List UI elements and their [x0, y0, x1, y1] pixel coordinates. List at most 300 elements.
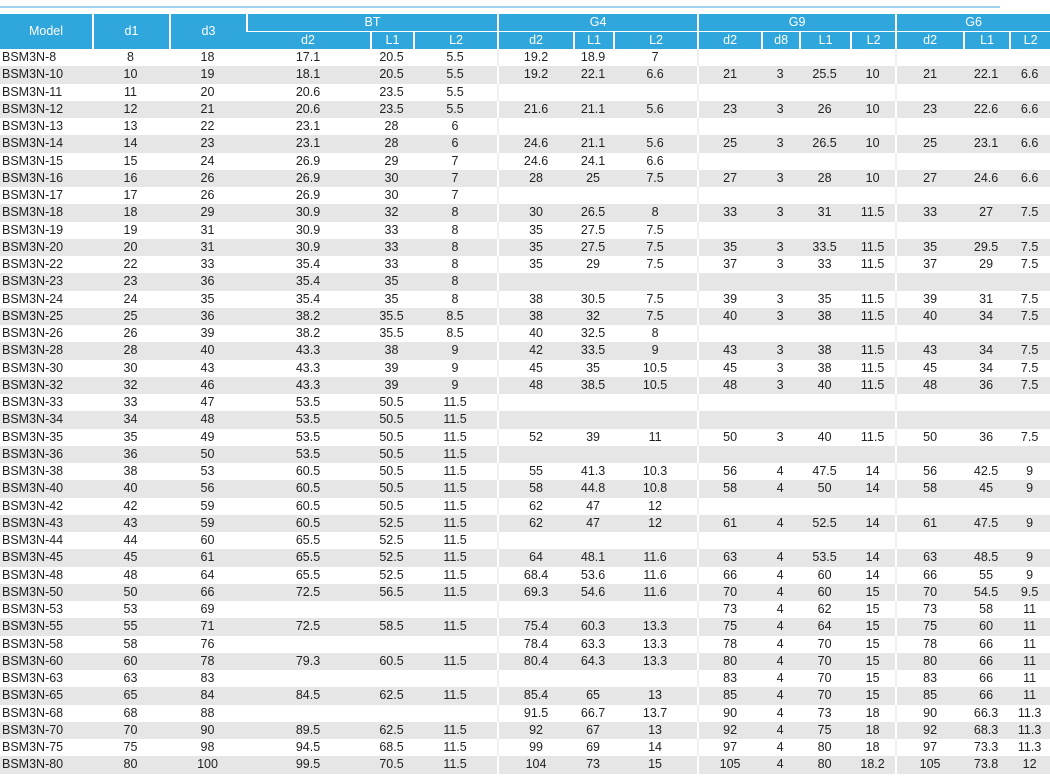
cell-d1: 63 [92, 670, 169, 687]
cell-g9-l1: 38 [799, 308, 850, 325]
cell-g9-d2: 85 [697, 687, 761, 704]
cell-g6-l1: 66 [963, 653, 1009, 670]
cell-g6-l1 [963, 411, 1009, 428]
cell-d3: 64 [169, 567, 246, 584]
cell-g4-l1: 53.6 [573, 567, 613, 584]
cell-g4-l2: 13.7 [613, 705, 697, 722]
cell-bt-l2: 11.5 [413, 480, 497, 497]
cell-g9-d2: 83 [697, 670, 761, 687]
cell-g6-l2: 9 [1009, 515, 1050, 532]
cell-g4-l2: 5.6 [613, 135, 697, 152]
cell-g4-l2: 8 [613, 204, 697, 221]
cell-d3: 71 [169, 618, 246, 635]
cell-g4-d2: 62 [497, 498, 573, 515]
cell-d1: 45 [92, 549, 169, 566]
table-row [0, 446, 1050, 463]
cell-g9-d2: 35 [697, 239, 761, 256]
cell-bt-l2: 5.5 [413, 66, 497, 83]
cell-g4-l1: 24.1 [573, 153, 613, 170]
cell-g4-d2: 64 [497, 549, 573, 566]
table-row [0, 308, 1050, 325]
cell-g6-l2 [1009, 222, 1050, 239]
cell-g9-d2 [697, 84, 761, 101]
cell-g6-l1: 66.3 [963, 705, 1009, 722]
cell-g9-l2: 15 [850, 653, 895, 670]
cell-g9-l1: 25.5 [799, 66, 850, 83]
cell-g4-l2: 11.6 [613, 584, 697, 601]
cell-bt-d2: 20.6 [246, 84, 370, 101]
cell-bt-l2 [413, 636, 497, 653]
cell-g6-d2 [895, 222, 963, 239]
cell-model: BSM3N-32 [0, 377, 92, 394]
table-row [0, 705, 1050, 722]
cell-g9-d8 [761, 446, 799, 463]
cell-g4-d2: 28 [497, 170, 573, 187]
cell-g4-l2: 11.6 [613, 549, 697, 566]
cell-g4-l2: 6.6 [613, 153, 697, 170]
cell-g4-l1: 35 [573, 360, 613, 377]
cell-g4-l2 [613, 187, 697, 204]
cell-g9-d8 [761, 187, 799, 204]
cell-bt-d2 [246, 670, 370, 687]
cell-g9-d2 [697, 411, 761, 428]
cell-g6-l2: 11 [1009, 687, 1050, 704]
cell-model: BSM3N-35 [0, 429, 92, 446]
cell-bt-d2: 35.4 [246, 273, 370, 290]
cell-g9-d8 [761, 394, 799, 411]
cell-g6-d2: 105 [895, 756, 963, 773]
cell-g9-l1 [799, 498, 850, 515]
cell-g9-d2: 33 [697, 204, 761, 221]
cell-model: BSM3N-53 [0, 601, 92, 618]
cell-g6-l1 [963, 84, 1009, 101]
cell-g6-l2: 6.6 [1009, 135, 1050, 152]
cell-g9-d2: 80 [697, 653, 761, 670]
cell-model: BSM3N-12 [0, 101, 92, 118]
cell-bt-d2: 60.5 [246, 498, 370, 515]
cell-g6-d2: 92 [895, 722, 963, 739]
cell-model: BSM3N-23 [0, 273, 92, 290]
cell-d1: 75 [92, 739, 169, 756]
cell-g4-l2: 7.5 [613, 291, 697, 308]
cell-g4-l1: 66.7 [573, 705, 613, 722]
cell-g9-l1 [799, 118, 850, 135]
cell-model: BSM3N-45 [0, 549, 92, 566]
cell-g6-d2: 48 [895, 377, 963, 394]
cell-d3: 88 [169, 705, 246, 722]
cell-bt-l2: 11.5 [413, 549, 497, 566]
cell-bt-l1: 39 [370, 377, 413, 394]
cell-g9-l2: 15 [850, 618, 895, 635]
cell-model: BSM3N-70 [0, 722, 92, 739]
cell-g4-d2: 85.4 [497, 687, 573, 704]
cell-g6-d2: 21 [895, 66, 963, 83]
cell-g9-d8: 3 [761, 101, 799, 118]
cell-g4-l1: 64.3 [573, 653, 613, 670]
cell-bt-l1 [370, 670, 413, 687]
cell-g4-l1 [573, 273, 613, 290]
cell-g9-l2 [850, 222, 895, 239]
cell-d3: 60 [169, 532, 246, 549]
cell-g9-l2: 14 [850, 463, 895, 480]
cell-g4-d2: 19.2 [497, 66, 573, 83]
header-bt-l1: L1 [370, 31, 413, 49]
cell-g9-l2 [850, 84, 895, 101]
table-header [0, 14, 1050, 49]
cell-g6-d2: 33 [895, 204, 963, 221]
cell-g9-d2 [697, 325, 761, 342]
cell-g4-l2: 7.5 [613, 222, 697, 239]
cell-g4-d2: 75.4 [497, 618, 573, 635]
cell-g4-l2: 13.3 [613, 636, 697, 653]
header-group-g4: G4 [497, 14, 697, 31]
cell-bt-l2: 11.5 [413, 584, 497, 601]
table-row [0, 756, 1050, 773]
cell-g9-d2: 92 [697, 722, 761, 739]
cell-g4-d2 [497, 446, 573, 463]
cell-bt-l2 [413, 601, 497, 618]
cell-g9-d8: 4 [761, 567, 799, 584]
cell-d1: 26 [92, 325, 169, 342]
cell-model: BSM3N-24 [0, 291, 92, 308]
cell-g4-d2: 24.6 [497, 135, 573, 152]
table-row [0, 170, 1050, 187]
cell-g9-l2: 14 [850, 549, 895, 566]
table-body [0, 49, 1050, 774]
cell-bt-d2: 26.9 [246, 170, 370, 187]
cell-g4-l2: 7.5 [613, 239, 697, 256]
cell-bt-l1: 68.5 [370, 739, 413, 756]
table-row [0, 394, 1050, 411]
cell-bt-d2: 60.5 [246, 463, 370, 480]
cell-d1: 18 [92, 204, 169, 221]
cell-d1: 35 [92, 429, 169, 446]
cell-g6-l1: 42.5 [963, 463, 1009, 480]
cell-g4-l1: 30.5 [573, 291, 613, 308]
table-row [0, 135, 1050, 152]
cell-model: BSM3N-28 [0, 342, 92, 359]
cell-bt-d2: 53.5 [246, 446, 370, 463]
cell-g9-d8 [761, 273, 799, 290]
cell-bt-l1 [370, 601, 413, 618]
table-row [0, 49, 1050, 66]
cell-bt-l1: 52.5 [370, 549, 413, 566]
cell-g9-l1: 60 [799, 584, 850, 601]
cell-g6-l1: 68.3 [963, 722, 1009, 739]
cell-g6-l2: 7.5 [1009, 204, 1050, 221]
cell-g6-d2: 90 [895, 705, 963, 722]
header-bt-l2: L2 [413, 31, 497, 49]
cell-model: BSM3N-33 [0, 394, 92, 411]
cell-bt-l1: 60.5 [370, 653, 413, 670]
cell-g9-l1: 33.5 [799, 239, 850, 256]
cell-g6-d2 [895, 49, 963, 66]
cell-g4-l2 [613, 601, 697, 618]
cell-model: BSM3N-8 [0, 49, 92, 66]
cell-g9-l2: 15 [850, 687, 895, 704]
cell-g9-l2: 14 [850, 567, 895, 584]
cell-d1: 22 [92, 256, 169, 273]
cell-g6-d2: 50 [895, 429, 963, 446]
cell-bt-l1: 62.5 [370, 687, 413, 704]
cell-g4-l2: 15 [613, 756, 697, 773]
cell-bt-l1: 38 [370, 342, 413, 359]
cell-model: BSM3N-38 [0, 463, 92, 480]
cell-model: BSM3N-44 [0, 532, 92, 549]
cell-g9-l1: 70 [799, 687, 850, 704]
cell-g9-l2 [850, 273, 895, 290]
cell-g4-l2 [613, 670, 697, 687]
cell-g6-l2 [1009, 84, 1050, 101]
cell-g9-d2: 23 [697, 101, 761, 118]
cell-g4-l1 [573, 532, 613, 549]
cell-d1: 19 [92, 222, 169, 239]
cell-g6-d2: 27 [895, 170, 963, 187]
cell-g9-d8: 4 [761, 463, 799, 480]
cell-g6-d2 [895, 153, 963, 170]
cell-g4-l2: 7.5 [613, 308, 697, 325]
cell-g6-l2: 11.3 [1009, 739, 1050, 756]
cell-d3: 98 [169, 739, 246, 756]
cell-g4-l1: 63.3 [573, 636, 613, 653]
table-row [0, 549, 1050, 566]
cell-g9-d2 [697, 187, 761, 204]
cell-bt-l1: 50.5 [370, 463, 413, 480]
cell-g6-d2 [895, 325, 963, 342]
cell-g4-l2: 12 [613, 515, 697, 532]
cell-g9-d2 [697, 49, 761, 66]
cell-g9-l2: 11.5 [850, 239, 895, 256]
header-g9-d8: d8 [761, 31, 799, 49]
cell-bt-l1: 35 [370, 273, 413, 290]
cell-g9-l1: 31 [799, 204, 850, 221]
cell-d1: 33 [92, 394, 169, 411]
cell-d3: 21 [169, 101, 246, 118]
cell-g9-d2: 45 [697, 360, 761, 377]
cell-d3: 22 [169, 118, 246, 135]
cell-g6-l1: 58 [963, 601, 1009, 618]
cell-g9-d2: 58 [697, 480, 761, 497]
cell-g4-d2 [497, 84, 573, 101]
table-row [0, 256, 1050, 273]
table-row [0, 429, 1050, 446]
cell-d3: 19 [169, 66, 246, 83]
cell-g4-l2: 13 [613, 687, 697, 704]
cell-g4-l2: 5.6 [613, 101, 697, 118]
cell-d1: 58 [92, 636, 169, 653]
cell-d1: 80 [92, 756, 169, 773]
cell-g4-l1 [573, 84, 613, 101]
cell-d3: 69 [169, 601, 246, 618]
table-row [0, 101, 1050, 118]
cell-g9-d8 [761, 118, 799, 135]
cell-g9-d8: 4 [761, 515, 799, 532]
cell-g4-l2: 7.5 [613, 256, 697, 273]
cell-g6-d2: 35 [895, 239, 963, 256]
cell-g9-d8: 4 [761, 618, 799, 635]
cell-model: BSM3N-75 [0, 739, 92, 756]
cell-model: BSM3N-22 [0, 256, 92, 273]
cell-g4-d2: 42 [497, 342, 573, 359]
cell-g9-d2: 27 [697, 170, 761, 187]
cell-g9-d2 [697, 118, 761, 135]
cell-g9-l1 [799, 273, 850, 290]
cell-g4-d2 [497, 532, 573, 549]
cell-g9-d2: 43 [697, 342, 761, 359]
cell-g9-d2: 37 [697, 256, 761, 273]
cell-g6-l1: 47.5 [963, 515, 1009, 532]
cell-g6-l2 [1009, 49, 1050, 66]
cell-g6-l1: 48.5 [963, 549, 1009, 566]
cell-bt-l1: 35.5 [370, 308, 413, 325]
cell-g9-l2: 15 [850, 584, 895, 601]
cell-g9-d2: 48 [697, 377, 761, 394]
cell-d3: 56 [169, 480, 246, 497]
cell-g9-d8 [761, 153, 799, 170]
cell-g9-d8: 4 [761, 756, 799, 773]
cell-g9-l2: 18 [850, 739, 895, 756]
cell-g9-d2: 50 [697, 429, 761, 446]
cell-d1: 65 [92, 687, 169, 704]
cell-g6-l2 [1009, 187, 1050, 204]
table-row [0, 84, 1050, 101]
cell-g4-l2 [613, 394, 697, 411]
table-row [0, 360, 1050, 377]
cell-d1: 15 [92, 153, 169, 170]
cell-g4-d2: 21.6 [497, 101, 573, 118]
cell-g9-d2 [697, 153, 761, 170]
cell-g9-l2: 10 [850, 101, 895, 118]
cell-g9-l2: 18 [850, 705, 895, 722]
cell-g9-d2: 25 [697, 135, 761, 152]
cell-bt-d2 [246, 636, 370, 653]
cell-d1: 60 [92, 653, 169, 670]
cell-g4-l1 [573, 601, 613, 618]
cell-bt-d2: 18.1 [246, 66, 370, 83]
cell-d1: 53 [92, 601, 169, 618]
cell-g9-l1: 33 [799, 256, 850, 273]
cell-g4-l1: 47 [573, 515, 613, 532]
cell-bt-l2: 7 [413, 153, 497, 170]
cell-bt-d2: 84.5 [246, 687, 370, 704]
cell-g4-l1: 27.5 [573, 239, 613, 256]
cell-bt-l2: 11.5 [413, 429, 497, 446]
cell-g6-l2: 11 [1009, 670, 1050, 687]
cell-g9-d2 [697, 498, 761, 515]
cell-bt-l2: 7 [413, 187, 497, 204]
cell-g9-l1 [799, 222, 850, 239]
cell-g9-l2: 11.5 [850, 360, 895, 377]
cell-bt-l2: 8 [413, 222, 497, 239]
cell-g9-l2: 11.5 [850, 429, 895, 446]
cell-g6-l1 [963, 222, 1009, 239]
table-row [0, 739, 1050, 756]
cell-g9-d2: 56 [697, 463, 761, 480]
cell-g9-l1: 50 [799, 480, 850, 497]
cell-g9-l2 [850, 325, 895, 342]
cell-g6-l1: 66 [963, 687, 1009, 704]
cell-g9-l1: 38 [799, 342, 850, 359]
cell-d3: 36 [169, 273, 246, 290]
cell-bt-l1: 23.5 [370, 101, 413, 118]
cell-g6-d2: 43 [895, 342, 963, 359]
cell-g6-l2 [1009, 273, 1050, 290]
cell-bt-l2: 11.5 [413, 618, 497, 635]
cell-bt-l2: 8 [413, 204, 497, 221]
cell-g6-l2 [1009, 411, 1050, 428]
cell-bt-l2: 11.5 [413, 463, 497, 480]
cell-g4-l1 [573, 394, 613, 411]
cell-bt-l1: 70.5 [370, 756, 413, 773]
cell-g9-l1: 80 [799, 739, 850, 756]
cell-model: BSM3N-11 [0, 84, 92, 101]
cell-bt-d2: 72.5 [246, 584, 370, 601]
cell-bt-l1: 33 [370, 256, 413, 273]
header-g4-d2: d2 [497, 31, 573, 49]
cell-g9-l1: 52.5 [799, 515, 850, 532]
cell-bt-d2: 26.9 [246, 187, 370, 204]
cell-g6-l1: 54.5 [963, 584, 1009, 601]
cell-g6-l1: 22.1 [963, 66, 1009, 83]
cell-g4-d2: 24.6 [497, 153, 573, 170]
cell-model: BSM3N-18 [0, 204, 92, 221]
cell-bt-l2: 11.5 [413, 394, 497, 411]
cell-g6-d2: 58 [895, 480, 963, 497]
cell-g9-d2: 75 [697, 618, 761, 635]
cell-g4-l1: 39 [573, 429, 613, 446]
cell-model: BSM3N-26 [0, 325, 92, 342]
cell-g9-l2 [850, 187, 895, 204]
cell-bt-l2 [413, 705, 497, 722]
cell-g9-l1: 26 [799, 101, 850, 118]
cell-bt-l2: 7 [413, 170, 497, 187]
cell-g9-l1: 35 [799, 291, 850, 308]
cell-bt-d2: 38.2 [246, 325, 370, 342]
cell-g9-l1: 70 [799, 653, 850, 670]
cell-bt-l2: 11.5 [413, 446, 497, 463]
cell-bt-l2: 5.5 [413, 49, 497, 66]
cell-bt-l1: 58.5 [370, 618, 413, 635]
cell-d3: 26 [169, 187, 246, 204]
table-row [0, 584, 1050, 601]
cell-g6-l2: 11 [1009, 653, 1050, 670]
cell-bt-l2: 5.5 [413, 101, 497, 118]
cell-bt-d2 [246, 705, 370, 722]
cell-g4-l1: 41.3 [573, 463, 613, 480]
cell-g6-d2 [895, 84, 963, 101]
cell-model: BSM3N-43 [0, 515, 92, 532]
cell-g9-d8: 3 [761, 291, 799, 308]
cell-g4-l1: 67 [573, 722, 613, 739]
cell-g9-l2 [850, 49, 895, 66]
cell-bt-l1: 33 [370, 222, 413, 239]
cell-g6-l2: 6.6 [1009, 101, 1050, 118]
table-row [0, 722, 1050, 739]
cell-g6-d2: 23 [895, 101, 963, 118]
cell-bt-l2: 11.5 [413, 653, 497, 670]
cell-bt-l1: 62.5 [370, 722, 413, 739]
cell-g6-d2 [895, 498, 963, 515]
cell-bt-l1 [370, 636, 413, 653]
cell-g6-l1: 29 [963, 256, 1009, 273]
table-row [0, 601, 1050, 618]
cell-model: BSM3N-48 [0, 567, 92, 584]
cell-g9-d2: 97 [697, 739, 761, 756]
cell-g6-l1: 29.5 [963, 239, 1009, 256]
cell-g4-d2: 35 [497, 256, 573, 273]
cell-g9-l1 [799, 411, 850, 428]
cell-model: BSM3N-20 [0, 239, 92, 256]
